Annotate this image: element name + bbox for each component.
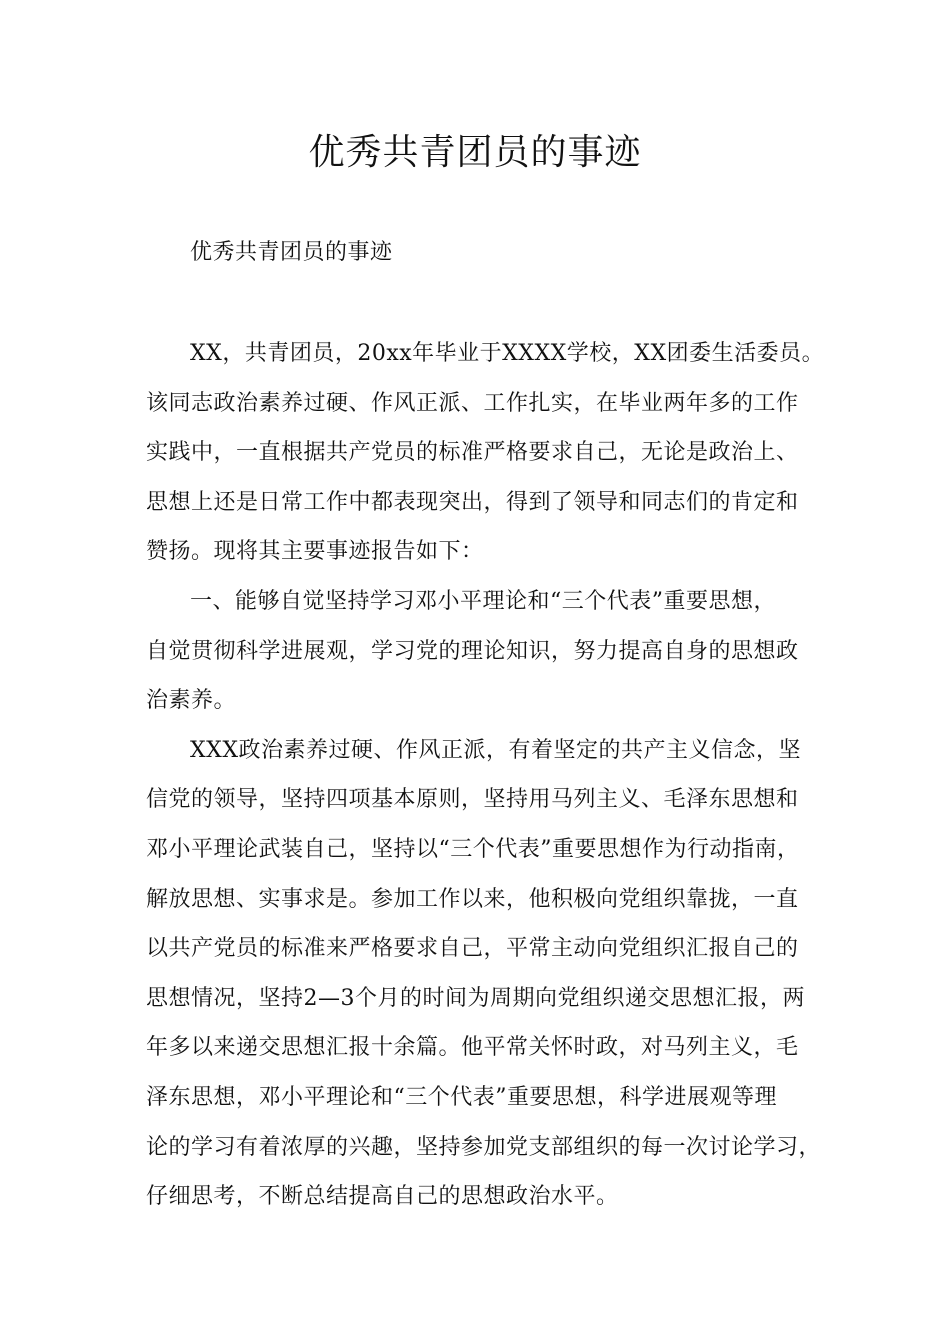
body-line: 以共产党员的标准来严格要求自己，平常主动向党组织汇报自己的 [146, 936, 799, 962]
body-line: 年多以来递交思想汇报十余篇。他平常关怀时政，对马列主义，毛 [146, 1035, 799, 1061]
body-line: 自觉贯彻科学进展观，学习党的理论知识，努力提高自身的思想政 [146, 638, 799, 664]
body-line: XXX政治素养过硬、作风正派，有着坚定的共产主义信念，坚 [190, 737, 801, 763]
document-subtitle [146, 228, 822, 278]
body-line: 思想情况，坚持2—3个月的时间为周期向党组织递交思想汇报，两 [146, 985, 805, 1011]
body-line: 治素养。 [146, 688, 237, 714]
body-line: 该同志政治素养过硬、作风正派、工作扎实，在毕业两年多的工作 [146, 390, 799, 416]
body-line: 解放思想、实事求是。参加工作以来，他积极向党组织靠拢，一直 [146, 886, 799, 912]
body-line: 邓小平理论武装自己，坚持以“三个代表”重要思想作为行动指南， [146, 836, 800, 862]
subtitle-text: 优秀共青团员的事迹 [190, 240, 393, 265]
body-line: 赞扬。现将其主要事迹报告如下： [146, 539, 484, 565]
body-line: 泽东思想，邓小平理论和“三个代表”重要思想，科学进展观等理 [146, 1084, 777, 1110]
body-line: XX，共青团员，20xx年毕业于XXXX学校，XX团委生活委员。 [190, 341, 825, 366]
body-line: 思想上还是日常工作中都表现突出，得到了领导和同志们的肯定和 [146, 489, 799, 515]
body-line: 一、能够自觉坚持学习邓小平理论和“三个代表”重要思想， [190, 588, 776, 614]
body-line: 论的学习有着浓厚的兴趣，坚持参加党支部组织的每一次讨论学习， [146, 1134, 822, 1160]
body-line: 信党的领导，坚持四项基本原则，坚持用马列主义、毛泽东思想和 [146, 787, 799, 813]
document-title: 优秀共青团员的事迹 [308, 132, 642, 173]
body-line: 实践中，一直根据共产党员的标准严格要求自己，无论是政治上、 [146, 440, 799, 466]
body-line: 仔细思考，不断总结提高自己的思想政治水平。 [146, 1184, 619, 1210]
document-body [146, 329, 825, 1222]
